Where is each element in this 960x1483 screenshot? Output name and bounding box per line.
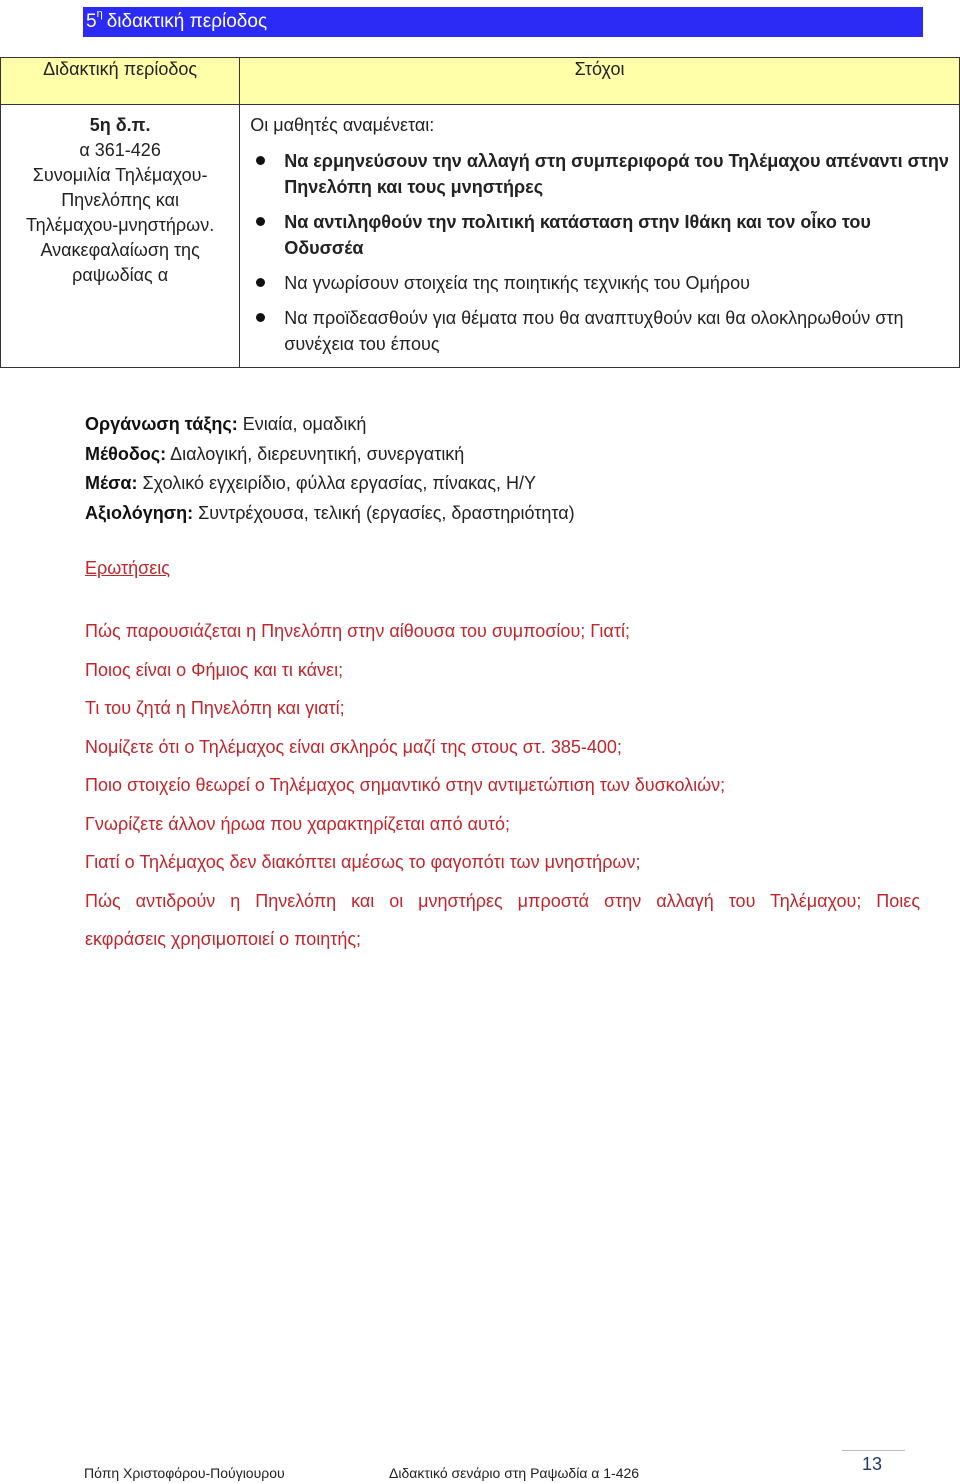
info-value: Συντρέχουσα, τελική (εργασίες, δραστηριότητα) xyxy=(193,502,575,523)
bullet-icon xyxy=(256,278,265,287)
info-label: Αξιολόγηση: xyxy=(85,502,194,523)
lesson-plan-table xyxy=(0,57,960,368)
section-number: 5 xyxy=(86,11,97,32)
column-header-goals: Στόχοι xyxy=(240,58,960,105)
question-item: εκφράσεις χρησιμοποιεί ο ποιητής; xyxy=(85,929,362,949)
bullet-icon xyxy=(256,313,265,322)
question-item: Πώς αντιδρούν η Πηνελόπη και οι μνηστήρες μπροστά στην αλλαγή του Τηλέμαχου; Ποιες xyxy=(85,890,920,911)
question-item: Ποιο στοιχείο θεωρεί ο Τηλέμαχος σημαντικό στην αντιμετώπιση των δυσκολιών; xyxy=(85,775,726,795)
goal-item xyxy=(250,305,949,357)
goal-text: Να ερμηνεύσουν την αλλαγή στη συμπεριφορά του Τηλέμαχου απέναντι στην Πηνελόπη και τους μνηστήρες xyxy=(284,151,949,197)
table-row xyxy=(1,105,960,368)
goal-item xyxy=(250,148,949,200)
period-verses: α 361-426 xyxy=(79,140,161,160)
section-number-superscript: η xyxy=(96,8,103,20)
period-line: Πηνελόπης και xyxy=(61,190,179,210)
period-line: Τηλέμαχου-μνηστήρων. xyxy=(25,215,215,235)
info-method xyxy=(85,440,575,470)
info-organization xyxy=(85,410,575,440)
question-item: Ποιος είναι ο Φήμιος και τι κάνει; xyxy=(85,659,344,680)
period-label: 5η δ.π. xyxy=(89,115,151,135)
goal-text: Να γνωρίσουν στοιχεία της ποιητικής τεχνικής του Ομήρου xyxy=(284,273,750,293)
goal-item xyxy=(250,209,949,261)
period-cell xyxy=(1,105,240,368)
question-item: Γνωρίζετε άλλον ήρωα που χαρακτηρίζεται από αυτό; xyxy=(85,813,510,834)
questions-list xyxy=(85,612,920,959)
question-item: Πώς παρουσιάζεται η Πηνελόπη στην αίθουσα του συμποσίου; Γιατί; xyxy=(85,621,630,641)
info-label: Μέσα: xyxy=(85,473,138,493)
lesson-info xyxy=(85,410,575,528)
period-line: Συνομιλία Τηλέμαχου- xyxy=(32,165,208,185)
period-line: Ανακεφαλαίωση της xyxy=(40,240,200,260)
question-item: Τι του ζητά η Πηνελόπη και γιατί; xyxy=(85,698,345,718)
info-value: Σχολικό εγχειρίδιο, φύλλα εργασίας, πίνακας, Η/Υ xyxy=(137,473,537,493)
info-value: Διαλογική, διερευνητική, συνεργατική xyxy=(166,443,465,464)
section-header xyxy=(83,7,923,37)
table-header-row xyxy=(1,58,960,105)
column-header-period: Διδακτική περίοδος xyxy=(1,58,240,105)
bullet-icon xyxy=(256,217,265,226)
goal-text: Να αντιληφθούν την πολιτική κατάσταση στην Ιθάκη και τον οἶκο του Οδυσσέα xyxy=(284,212,871,258)
footer-author: Πόπη Χριστοφόρου-Πούγιουρου xyxy=(84,1465,285,1481)
goals-intro: Οι μαθητές αναμένεται: xyxy=(250,115,435,135)
goal-item xyxy=(250,270,949,296)
question-item: Γιατί ο Τηλέμαχος δεν διακόπτει αμέσως το φαγοπότι των μνηστήρων; xyxy=(85,852,641,872)
goal-text: Να προϊδεασθούν για θέματα που θα αναπτυχθούν και θα ολοκληρωθούν στη συνέχεια του έπους xyxy=(284,308,904,354)
goals-cell xyxy=(240,105,960,368)
page-number: 13 xyxy=(862,1454,883,1474)
section-title: διδακτική περίοδος xyxy=(106,11,268,32)
footer-divider xyxy=(842,1450,905,1451)
questions-title: Ερωτήσεις xyxy=(85,558,170,578)
info-label: Μέθοδος: xyxy=(85,443,167,464)
info-evaluation xyxy=(85,499,575,529)
info-value: Ενιαία, ομαδική xyxy=(237,414,367,434)
bullet-icon xyxy=(256,156,265,165)
period-line: ραψωδίας α xyxy=(72,265,169,285)
footer-doc-title: Διδακτικό σενάριο στη Ραψωδία α 1-426 xyxy=(389,1465,640,1481)
info-label: Οργάνωση τάξης: xyxy=(85,414,238,434)
question-item: Νομίζετε ότι ο Τηλέμαχος είναι σκληρός μαζί της στους στ. 385-400; xyxy=(85,736,622,757)
info-means xyxy=(85,469,575,499)
